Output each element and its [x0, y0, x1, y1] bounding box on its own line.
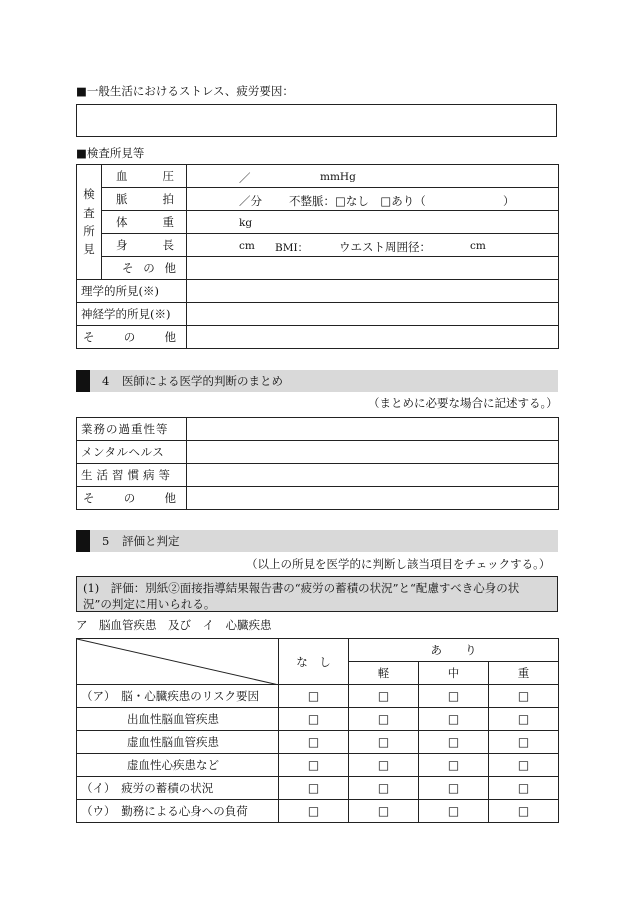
checkbox-light[interactable]: □	[349, 708, 419, 731]
evaluation-line-2: 況”の判定に用いられる。	[83, 597, 216, 611]
evaluation-line-1: (1) 評価：別紙②面接指導結果報告書の“疲労の蓄積の状況”と“配慮すべき心身の状	[83, 581, 520, 595]
row-label-overwork: 業務の過重性等	[77, 418, 187, 441]
table-row	[77, 800, 559, 823]
section4-number: 4	[102, 374, 110, 388]
section4-note: （まとめに必要な場合に記述する。）	[368, 396, 558, 410]
checkbox-none[interactable]: □	[279, 754, 349, 777]
exam-title: ■検査所見等	[76, 146, 145, 160]
col-header-ari: あ り	[349, 639, 559, 662]
evaluation-note-box	[76, 576, 558, 612]
exam-table	[76, 164, 559, 349]
row-label-ischemic-heart: 虚血性心疾患など	[77, 754, 279, 777]
physical-findings-value[interactable]	[187, 280, 559, 303]
table-row	[77, 754, 559, 777]
table-row	[77, 685, 559, 708]
row-label-physical-findings: 理学的所見(※)	[77, 280, 187, 303]
checkbox-light[interactable]: □	[349, 685, 419, 708]
lifestyle-value[interactable]	[187, 464, 559, 487]
section5-title: 評価と判定	[122, 534, 180, 548]
checkbox-none[interactable]: □	[279, 708, 349, 731]
neuro-findings-value[interactable]	[187, 303, 559, 326]
checkbox-heavy[interactable]: □	[489, 754, 559, 777]
row-label-mental-health: メンタルヘルス	[77, 441, 187, 464]
checkbox-none[interactable]: □	[279, 685, 349, 708]
table-row	[77, 777, 559, 800]
section4-marker	[76, 370, 90, 392]
row-label-pulse: 脈 拍	[102, 188, 187, 211]
header-diagonal-cell	[77, 639, 279, 685]
row-label-ischemic-brain: 虚血性脳血管疾患	[77, 731, 279, 754]
row-label-blood-pressure: 血 圧	[102, 165, 187, 188]
checkbox-medium[interactable]: □	[419, 800, 489, 823]
checkbox-medium[interactable]: □	[419, 708, 489, 731]
col-header-none: な し	[279, 639, 349, 685]
diagonal-line	[77, 639, 279, 685]
checkbox-medium[interactable]: □	[419, 731, 489, 754]
checkbox-medium[interactable]: □	[419, 754, 489, 777]
checkbox-medium[interactable]: □	[419, 685, 489, 708]
checkbox-none[interactable]: □	[279, 800, 349, 823]
stress-title: ■一般生活におけるストレス、疲労要因：	[76, 84, 294, 98]
exam-other-value[interactable]	[187, 326, 559, 349]
checkbox-heavy[interactable]: □	[489, 708, 559, 731]
checkbox-none[interactable]: □	[279, 777, 349, 800]
row-label-fatigue: （イ） 疲労の蓄積の状況	[77, 777, 279, 800]
section5-note: （以上の所見を医学的に判断し該当項目をチェックする。）	[246, 557, 551, 571]
checkbox-heavy[interactable]: □	[489, 800, 559, 823]
summary-table	[76, 417, 559, 510]
blood-pressure-value[interactable]: ／ mmHg	[187, 165, 559, 188]
col-header-light: 軽	[349, 662, 419, 685]
section4-title: 医師による医学的判断のまとめ	[122, 374, 283, 388]
summary-other-value[interactable]	[187, 487, 559, 510]
row-label-exam-other: そ の 他	[77, 326, 187, 349]
row-label-neuro-findings: 神経学的所見(※)	[77, 303, 187, 326]
checkbox-medium[interactable]: □	[419, 777, 489, 800]
exam-group-label: 検 査 所 見	[77, 165, 102, 280]
col-header-heavy: 重	[489, 662, 559, 685]
checkbox-none[interactable]: □	[279, 731, 349, 754]
col-header-medium: 中	[419, 662, 489, 685]
overwork-value[interactable]	[187, 418, 559, 441]
checkbox-heavy[interactable]: □	[489, 777, 559, 800]
disease-subtitle: ア 脳血管疾患 及び イ 心臓疾患	[76, 618, 272, 632]
assessment-table	[76, 638, 558, 824]
table-row	[77, 708, 559, 731]
section5-number: 5	[102, 534, 110, 548]
checkbox-light[interactable]: □	[349, 731, 419, 754]
row-label-other: そ の 他	[102, 257, 187, 280]
checkbox-light[interactable]: □	[349, 754, 419, 777]
checkbox-light[interactable]: □	[349, 800, 419, 823]
stress-input-box[interactable]	[76, 104, 557, 137]
checkbox-heavy[interactable]: □	[489, 731, 559, 754]
table-row	[77, 731, 559, 754]
height-value[interactable]: cm BMI： ウエスト周囲径： cm	[187, 234, 559, 257]
row-label-height: 身 長	[102, 234, 187, 257]
weight-value[interactable]: kg	[187, 211, 559, 234]
row-label-hemorrhagic: 出血性脳血管疾患	[77, 708, 279, 731]
checkbox-heavy[interactable]: □	[489, 685, 559, 708]
row-label-weight: 体 重	[102, 211, 187, 234]
pulse-value[interactable]: ／分 不整脈：□なし □あり（ ）	[187, 188, 559, 211]
row-label-summary-other: そ の 他	[77, 487, 187, 510]
checkbox-light[interactable]: □	[349, 777, 419, 800]
row-label-work-load: （ウ） 勤務による心身への負荷	[77, 800, 279, 823]
other-value[interactable]	[187, 257, 559, 280]
row-label-lifestyle: 生活習慣病等	[77, 464, 187, 487]
mental-health-value[interactable]	[187, 441, 559, 464]
row-label-risk-factors: （ア） 脳・心臓疾患のリスク要因	[77, 685, 279, 708]
section5-marker	[76, 530, 90, 552]
